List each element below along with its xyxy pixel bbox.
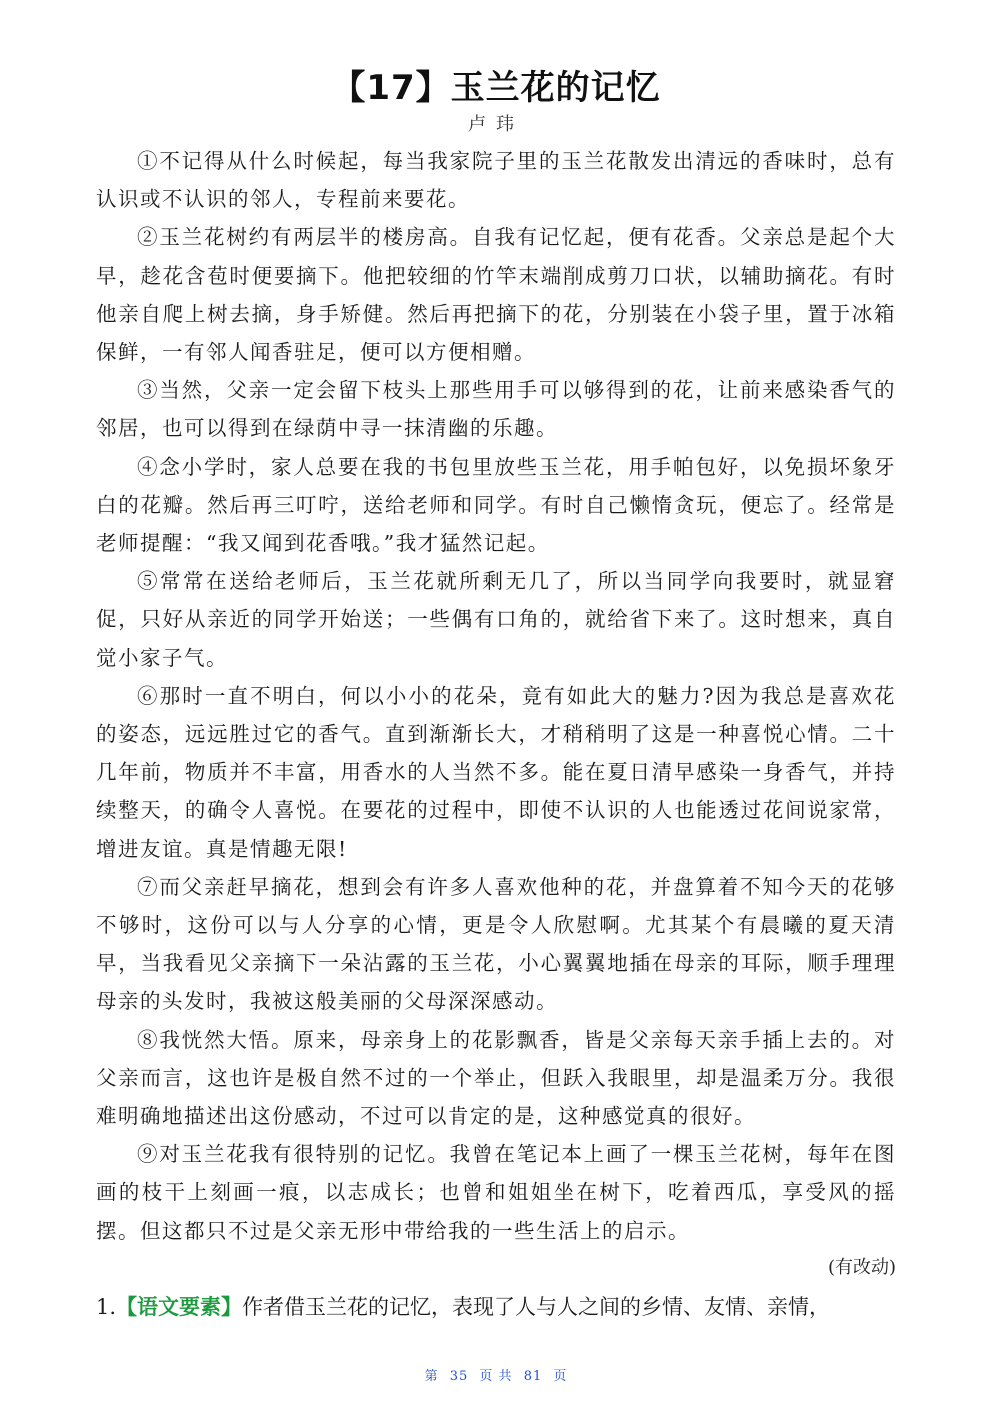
footer-page-number: 35 xyxy=(449,1369,469,1384)
page-footer xyxy=(0,1368,992,1386)
paragraph-7: ⑦而父亲赶早摘花，想到会有许多人喜欢他种的花，并盘算着不知今天的花够不够时，这份可以与人分享的心情，更是令人欣慰啊。尤其某个有晨曦的夏天清早，当我看见父亲摘下一朵沾露的玉兰花，小心翼翼地插在母亲的耳际，顺手理理母亲的头发时，我被这般美丽的父母深深感动。 xyxy=(96,874,896,1014)
question-1 xyxy=(96,1290,906,1324)
question-number: 1. xyxy=(96,1295,117,1319)
article-title: 【17】玉兰花的记忆 xyxy=(331,68,661,108)
question-tag: 【语文要素】 xyxy=(116,1295,243,1319)
footer-prefix: 第 xyxy=(424,1369,439,1384)
paragraph-8: ⑧我恍然大悟。原来，母亲身上的花影飘香，皆是父亲每天亲手插上去的。对父亲而言，这也许是极自然不过的一个举止，但跃入我眼里，却是温柔万分。我很难明确地描述出这份感动，不过可以肯定的是，这种感觉真的很好。 xyxy=(96,1027,896,1129)
footer-total-pages: 81 xyxy=(523,1369,543,1384)
paragraph-3: ③当然，父亲一定会留下枝头上那些用手可以够得到的花，让前来感染香气的邻居，也可以得到在绿荫中寻一抹清幽的乐趣。 xyxy=(96,378,896,441)
paragraph-9: ⑨对玉兰花我有很特别的记忆。我曾在笔记本上画了一棵玉兰花树，每年在图画的枝干上刻画一痕，以志成长；也曾和姐姐坐在树下，吃着西瓜，享受风的摇摆。但这都只不过是父亲无形中带给我的一些生活上的启示。 xyxy=(96,1142,896,1243)
paragraph-4: ④念小学时，家人总要在我的书包里放些玉兰花，用手帕包好，以免损坏象牙白的花瓣。然后再三叮咛，送给老师和同学。有时自己懒惰贪玩，便忘了。经常是老师提醒：“我又闻到花香哦。”我才猛然记起。 xyxy=(96,454,896,556)
paragraph-6: ⑥那时一直不明白，何以小小的花朵，竟有如此大的魅力?因为我总是喜欢花的姿态，远远胜过它的香气。直到渐渐长大，才稍稍明了这是一种喜悦心情。二十几年前，物质并不丰富，用香水的人当然不多。能在夏日清早感染一身香气，并持续整天，的确令人喜悦。在要花的过程中，即使不认识的人也能透过花间说家常，增进友谊。真是情趣无限! xyxy=(96,683,896,861)
paragraph-5: ⑤常常在送给老师后，玉兰花就所剩无几了，所以当同学向我要时，就显窘促，只好从亲近的同学开始送；一些偶有口角的，就给省下来了。这时想来，真自觉小家子气。 xyxy=(96,569,896,670)
question-text: 作者借玉兰花的记忆，表现了人与人之间的乡情、友情、亲情， xyxy=(242,1295,831,1319)
paragraph-2: ②玉兰花树约有两层半的楼房高。自我有记忆起，便有花香。父亲总是起个大早，趁花含苞时便要摘下。他把较细的竹竿末端削成剪刀口状，以辅助摘花。有时他亲自爬上树去摘，身手矫健。然后再把摘下的花，分别装在小袋子里，置于冰箱保鲜，一有邻人闻香驻足，便可以方便相赠。 xyxy=(96,225,896,365)
source-note: (有改动) xyxy=(827,1257,896,1278)
footer-suffix: 页 xyxy=(553,1369,568,1384)
article-author: 卢玮 xyxy=(468,114,524,135)
paragraph-1: ①不记得从什么时候起，每当我家院子里的玉兰花散发出清远的香味时，总有认识或不认识的邻人，专程前来要花。 xyxy=(96,149,896,212)
article-body xyxy=(96,142,896,1250)
footer-middle: 页 共 xyxy=(479,1369,513,1384)
